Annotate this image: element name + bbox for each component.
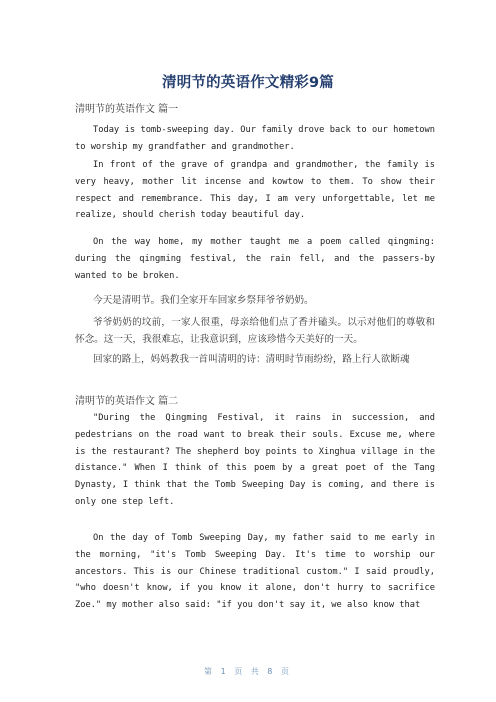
paragraph: In front of the grave of grandpa and grandmother, the family is very heavy, mother lit incense and kowtow to them. To show their respect and remembrance. This day, I am very unforgettable, let me realize, should cherish today beautiful day. <box>75 160 435 221</box>
paragraph: 今天是清明节。我们全家开车回家乡祭拜爷爷奶奶。 <box>93 295 314 306</box>
paragraph: On the way home, my mother taught me a poem called qingming: during the qingming festival, the rain fell, and the passers-by wanted to be broken. <box>75 237 435 281</box>
paragraph: 爷爷奶奶的坟前，一家人很重，母亲给他们点了香并磕头。以示对他们的尊敬和怀念。这一天，我很难忘，让我意识到，应该珍惜今天美好的一天。 <box>75 317 435 345</box>
page-footer: 第 1 页 共 8 页 <box>204 667 292 676</box>
page-title: 清明节的英语作文精彩9篇 <box>162 75 334 91</box>
paragraph: 回家的路上，妈妈教我一首叫清明的诗：清明时节雨纷纷，路上行人欲断魂 <box>93 354 410 365</box>
paragraph: Today is tomb-sweeping day. Our family drove back to our hometown to worship my grandfather and grandmother. <box>75 125 435 152</box>
section-heading-1: 清明节的英语作文 篇一 <box>75 104 179 115</box>
section-heading-2: 清明节的英语作文 篇二 <box>75 396 179 407</box>
paragraph: "During the Qingming Festival, it rains in succession, and pedestrians on the road want to break their souls. Excuse me, where is the restaurant? The shepherd boy points to Xinghua village in the distance." When I think of this poem by a great poet of the Tang Dynasty, I think that the Tomb Sweeping Day is coming, and there is only one step left. <box>75 413 435 507</box>
paragraph: On the day of Tomb Sweeping Day, my father said to me early in the morning, "it's Tomb Sweeping Day. It's time to worship our ancestors. This is our Chinese traditional custom." I said proudly, "who doesn't know, if you know it alone, don't hurry to sacrifice Zoe." my mother also said: "if you don't say it, we also know that <box>75 533 435 611</box>
